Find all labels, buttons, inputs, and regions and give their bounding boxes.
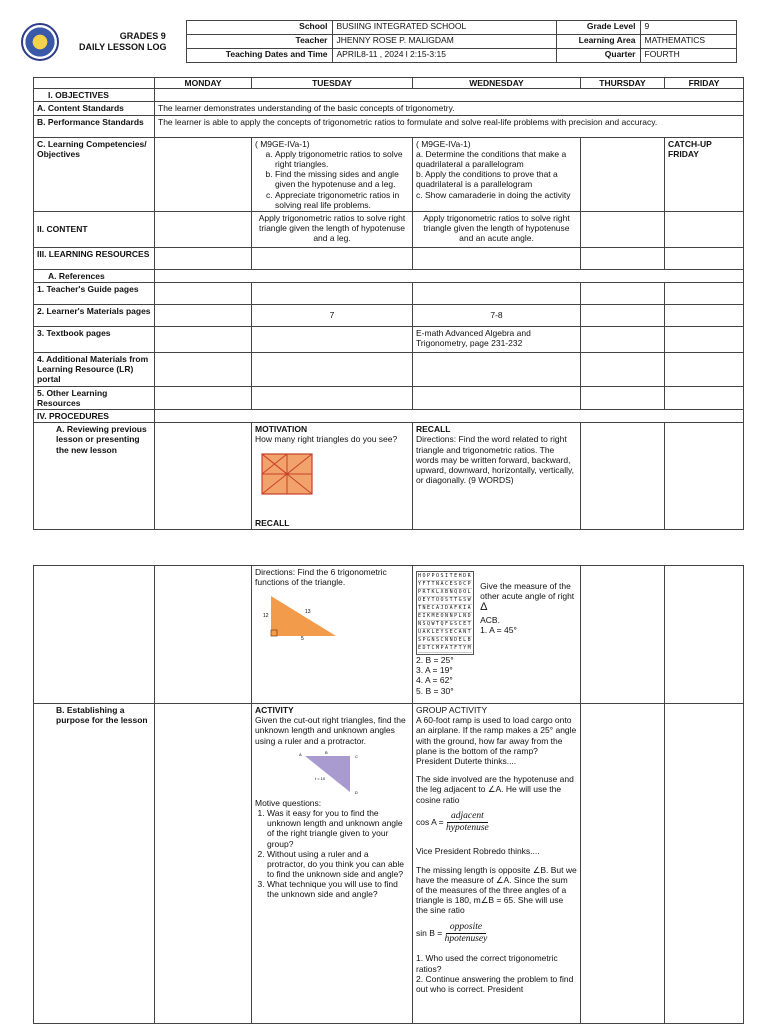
wordsearch-row: EIKMEONNPLND [418, 613, 473, 619]
references-label: A. References [34, 269, 155, 282]
svg-text:12: 12 [263, 613, 269, 620]
wordsearch-row: TNECAJDAFKIA [418, 605, 473, 611]
deped-seal [20, 21, 60, 63]
wordsearch-row: PRTKLXBNQOOL [418, 589, 473, 595]
quarter-value: FOURTH [640, 49, 736, 63]
wordsearch-row: UAKLEYSECANT [418, 629, 473, 635]
svg-text:D: D [355, 789, 358, 795]
day-friday: FRIDAY [665, 78, 744, 89]
grade-value: 9 [640, 21, 736, 35]
wordsearch-row: EDTCMPATFTYM [418, 645, 473, 651]
dates-value: APRIL8-11 , 2024 l 2:15-3:15 [332, 49, 556, 63]
performance-text: The learner is able to apply the concepts of trigonometric ratios to formulate and solve real-life problems with precision and accuracy. [155, 115, 744, 137]
purple-right-triangle-figure [295, 748, 365, 796]
header-table [20, 20, 737, 63]
competencies-label: C. Learning Competencies/ Objectives [34, 137, 155, 211]
performance-label: B. Performance Standards [34, 115, 155, 137]
cosine-formula: cos A = $\frac{\text{adjacent}}{\text{hypotenuse}}$ [416, 810, 489, 834]
content-label: II. CONTENT [34, 211, 155, 247]
content-standards-label: A. Content Standards [34, 102, 155, 115]
lesson-table [33, 77, 744, 530]
lr-label: III. LEARNING RESOURCES [34, 247, 155, 269]
tue-dir-cell: Directions: Find the 6 trigonometric functions of the triangle. 12 13 5 [252, 566, 413, 704]
day-tuesday: TUESDAY [252, 78, 413, 89]
review-label: A. Reviewing previous lesson or presenting the new lesson [34, 423, 155, 530]
wed-group-activity-cell: GROUP ACTIVITY A 60-foot ramp is used to load cargo onto an airplane. If the ramp makes a 25° angle with the ground, how far away from the plane is the bottom of the ramp? President Duterte thinks.... The side involved are the hypotenuse and the leg adjacent to ∠A. He will use the cosine ratio cos A = $\frac{\text{adjacent}}{\text{hypotenuse}}$ Vice President Robredo thinks.... The missing length is opposite ∠B. But we have the measure of ∠A. Since the sum of the measures of the three angles of a triangle is 180, m∠B = 65. She will use the sine ratio sin B = $\frac{\text{opposite}}{\text{hpotenusey}}$ 1. Who used the correct trigonometric ratios? 2. Continue answering the problem to find out who is correct. President [413, 704, 581, 1024]
tue-objective-list: a. Apply trigonometric ratios to solve right triangles. b. Find the missing sides and angle given the hypotenuse and a leg. c. Appreciate trigonometric ratios in solving real life problems. [255, 149, 409, 210]
teacher-label: Teacher [186, 35, 332, 49]
lm-label: 2. Learner's Materials pages [34, 305, 155, 327]
quarter-label: Quarter [556, 49, 640, 63]
day-wednesday: WEDNESDAY [413, 78, 581, 89]
teacher-value: JHENNY ROSE P. MALIGDAM [332, 35, 556, 49]
grade-label: Grade Level [556, 21, 640, 35]
tue-lm: 7 [252, 305, 413, 327]
dates-label: Teaching Dates and Time [186, 49, 332, 63]
tue-objectives: ( M9GE-IVa-1) a. Apply trigonometric ratios to solve right triangles. b. Find the missing sides and angle given the hypotenuse and a leg. c. Appreciate trigonometric ratios in solving real life problems. [252, 137, 413, 211]
school-label: School [186, 21, 332, 35]
wed-wordsearch-cell: HOPPOSITEHDR YFTTNACESOCP PRTKLXBNQOOL OEYTOOSTTGSW TNECAJDAFKIA EIKMEONNPLND NSQWTQFGSCET UAKLEYSECANT SPGNSCNNDELB EDTCMPATFTYM Give the measure of the other acute angle of right Δ ACB. 1. A = 45° 2. B = 25° 3. A = 19° 4. A = 62° 5. B = 30° [413, 566, 581, 704]
wordsearch-row: OEYTOOSTTGSW [418, 597, 473, 603]
seal-icon [21, 23, 59, 61]
tue-content: Apply trigonometric ratios to solve right triangle given the length of hypotenuse and a leg. [252, 211, 413, 247]
tue-motive-questions: 1. Was it easy for you to find the unknown length and unknown angle of the right triangle given to your group? 2. Without using a ruler and a protractor, do you think you can able to find the unknown side and angle? 3. What technique you will use to find the unknown side and angle? [255, 808, 409, 900]
sine-formula: sin B = $\frac{\text{opposite}}{\text{hpotenusey}}$ [416, 921, 488, 944]
wed-objectives: ( M9GE-IVa-1) a. Determine the conditions that make a quadrilateral a parallelogram b. Apply the conditions to prove that a quadrilateral is a parallelogram c. Show camaraderie in doing the activity [413, 137, 581, 211]
svg-text:A: A [299, 751, 302, 757]
wordsearch-row: SPGNSCNNDELB [418, 637, 473, 643]
right-triangles-grid-figure [261, 453, 313, 495]
svg-text:C: C [355, 753, 358, 759]
document-title: GRADES 9 DAILY LESSON LOG [78, 30, 167, 52]
content-standards-text: The learner demonstrates understanding of the basic concepts of trigonometry. [155, 102, 744, 115]
tg-label: 1. Teacher's Guide pages [34, 283, 155, 305]
svg-text:t = 10: t = 10 [315, 775, 326, 781]
wordsearch-grid[interactable] [416, 571, 474, 655]
lesson-table-page2 [33, 565, 744, 1024]
wordsearch-row: YFTTNACESOCP [418, 581, 473, 587]
wordsearch-row: NSQWTQFGSCET [418, 621, 473, 627]
purpose-label: B. Establishing a purpose for the lesson [34, 704, 155, 1024]
objectives-heading: I. OBJECTIVES [34, 89, 155, 102]
day-thursday: THURSDAY [581, 78, 665, 89]
procedures-label: IV. PROCEDURES [34, 410, 155, 423]
wed-content: Apply trigonometric ratios to solve right triangle given the length of hypotenuse and an acute angle. [413, 211, 581, 247]
school-value: BUSIING INTEGRATED SCHOOL [332, 21, 556, 35]
fri-objective: CATCH-UP FRIDAY [665, 137, 744, 211]
tb-label: 3. Textbook pages [34, 327, 155, 353]
tue-activity-cell: ACTIVITY Given the cut-out right triangles, find the unknown length and unknown angles using a ruler and a protractor. A B C D t = 10 Motive questions: 1. Was it easy for you to find the unknown length and unknown angle of the right triangle given to your group? 2. Without using a ruler and a protractor, do you think you can able to find the unknown side and angle? 3. What technique you will use to find the unknown side and angle? [252, 704, 413, 1024]
svg-text:5: 5 [301, 636, 304, 642]
wed-recall-cell: RECALL Directions: Find the word related to right triangle and trigonometric ratios. The words may be written forward, backward, upward, downward, horizontally, vertically, or diagonally. (9 WORDS) [413, 423, 581, 530]
orange-right-triangle-figure [261, 591, 341, 641]
area-label: Learning Area [556, 35, 640, 49]
wed-textbook: E-math Advanced Algebra and Trigonometry, page 231-232 [413, 327, 581, 353]
wed-lm: 7-8 [413, 305, 581, 327]
svg-text:B: B [325, 749, 328, 755]
svg-text:13: 13 [305, 609, 311, 616]
area-value: MATHEMATICS [640, 35, 736, 49]
am-label: 4. Additional Materials from Learning Resource (LR) portal [34, 353, 155, 387]
tue-motivation-cell: MOTIVATION How many right triangles do you see? RECALL [252, 423, 413, 530]
wordsearch-row: HOPPOSITEHDR [418, 573, 473, 579]
day-monday: MONDAY [155, 78, 252, 89]
olr-label: 5. Other Learning Resources [34, 386, 155, 409]
